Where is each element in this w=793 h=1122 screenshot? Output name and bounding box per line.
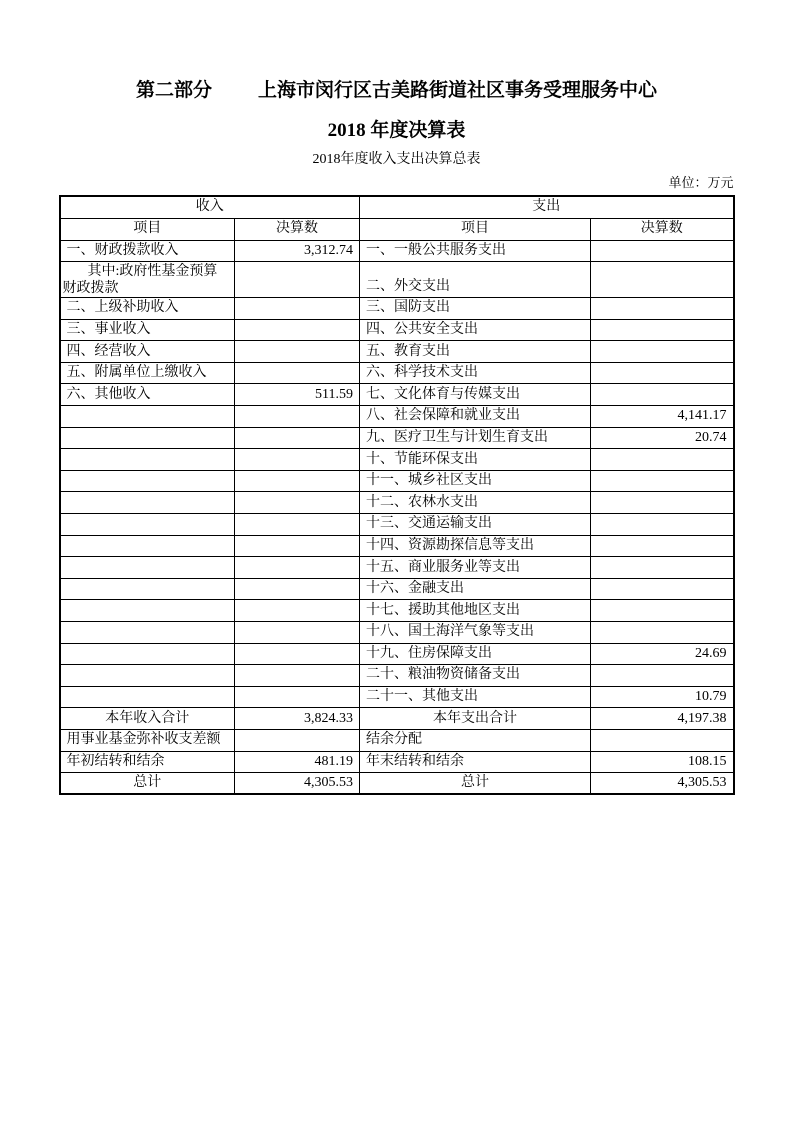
expense-item-cell: 六、科学技术支出 (360, 362, 591, 384)
income-amount-cell (235, 600, 360, 622)
group-header-row (60, 196, 734, 218)
cell-line: 其中:政府性基金预算 (87, 264, 218, 280)
income-item-cell: 三、事业收入 (60, 319, 235, 341)
income-item-cell (60, 535, 235, 557)
expense-item-cell: 本年支出合计 (360, 708, 591, 730)
income-item-cell (60, 470, 235, 492)
income-amount-cell (235, 262, 360, 298)
income-item-cell (60, 406, 235, 428)
expense-amount-cell (591, 514, 734, 536)
income-amount-cell: 4,305.53 (235, 773, 360, 795)
income-amount-cell: 481.19 (235, 751, 360, 773)
income-amount-cell (235, 362, 360, 384)
expense-item-cell: 十三、交通运输支出 (360, 514, 591, 536)
income-item-cell: 总计 (60, 773, 235, 795)
income-item-cell (60, 427, 235, 449)
income-amount-cell (235, 470, 360, 492)
income-item-cell: 四、经营收入 (60, 341, 235, 363)
expense-amount-cell (591, 240, 734, 262)
income-amount-cell (235, 622, 360, 644)
table-row (60, 449, 734, 471)
expense-amount-cell (591, 622, 734, 644)
expense-item-cell: 七、文化体育与传媒支出 (360, 384, 591, 406)
expense-amount-cell (591, 665, 734, 687)
table-row (60, 298, 734, 320)
table-row (60, 427, 734, 449)
income-item-header: 项目 (60, 218, 235, 240)
table-row (60, 751, 734, 773)
expense-item-cell: 二十一、其他支出 (360, 686, 591, 708)
expense-item-cell: 九、医疗卫生与计划生育支出 (360, 427, 591, 449)
expense-amount-cell: 4,197.38 (591, 708, 734, 730)
expense-amount-cell: 4,141.17 (591, 406, 734, 428)
expense-amount-cell (591, 492, 734, 514)
table-row (60, 729, 734, 751)
income-item-cell (60, 643, 235, 665)
table-row (60, 384, 734, 406)
expense-amount-cell (591, 362, 734, 384)
table-row (60, 470, 734, 492)
expense-amount-cell (591, 449, 734, 471)
report-subtitle: 2018 年度决算表 (327, 120, 466, 141)
income-amount-cell (235, 449, 360, 471)
expense-item-cell: 一、一般公共服务支出 (360, 240, 591, 262)
income-item-cell: 本年收入合计 (60, 708, 235, 730)
cell-line: 财政拨款 (62, 281, 119, 297)
expense-item-cell: 十四、资源勘探信息等支出 (360, 535, 591, 557)
table-row (60, 492, 734, 514)
expense-item-cell: 十七、援助其他地区支出 (360, 600, 591, 622)
expense-amount-cell (591, 262, 734, 298)
expense-item-cell: 十九、住房保障支出 (360, 643, 591, 665)
expense-amount-cell (591, 578, 734, 600)
income-amount-cell: 3,312.74 (235, 240, 360, 262)
expense-item-cell: 十八、国土海洋气象等支出 (360, 622, 591, 644)
expense-item-cell: 四、公共安全支出 (360, 319, 591, 341)
table-title: 2018年度收入支出决算总表 (312, 152, 481, 167)
table-row (60, 406, 734, 428)
income-amount-cell: 511.59 (235, 384, 360, 406)
expense-item-cell: 总计 (360, 773, 591, 795)
document-header (0, 0, 793, 168)
income-item-cell (60, 262, 235, 298)
table-row (60, 535, 734, 557)
expense-item-cell: 五、教育支出 (360, 341, 591, 363)
income-amount-cell (235, 535, 360, 557)
income-item-cell (60, 449, 235, 471)
income-item-cell (60, 514, 235, 536)
income-item-cell: 年初结转和结余 (60, 751, 235, 773)
expense-amount-cell: 24.69 (591, 643, 734, 665)
part-label: 第二部分 (135, 80, 212, 101)
expense-amount-cell (591, 600, 734, 622)
income-item-cell: 用事业基金弥补收支差额 (60, 729, 235, 751)
income-item-cell (60, 686, 235, 708)
expense-amount-cell: 10.79 (591, 686, 734, 708)
table-head (60, 196, 734, 240)
income-item-cell (60, 600, 235, 622)
expense-item-cell: 十二、农林水支出 (360, 492, 591, 514)
table-row (60, 600, 734, 622)
expense-item-cell: 结余分配 (360, 729, 591, 751)
income-amount-cell (235, 578, 360, 600)
table-row (60, 240, 734, 262)
expense-amount-cell: 108.15 (591, 751, 734, 773)
expense-amount-cell (591, 535, 734, 557)
table-row (60, 362, 734, 384)
expense-item-cell: 十六、金融支出 (360, 578, 591, 600)
budget-table (59, 195, 735, 795)
income-amount-cell (235, 427, 360, 449)
table-row (60, 557, 734, 579)
table-row (60, 341, 734, 363)
expense-item-cell: 十、节能环保支出 (360, 449, 591, 471)
expense-amount-cell (591, 319, 734, 341)
income-item-cell: 二、上级补助收入 (60, 298, 235, 320)
expense-amount-cell (591, 341, 734, 363)
expense-group-header: 支出 (360, 196, 734, 218)
income-amount-cell (235, 492, 360, 514)
expense-amount-cell (591, 384, 734, 406)
income-amount-header: 决算数 (235, 218, 360, 240)
income-item-cell (60, 557, 235, 579)
table-row (60, 643, 734, 665)
income-item-cell (60, 622, 235, 644)
income-amount-cell (235, 319, 360, 341)
expense-item-cell: 二、外交支出 (360, 262, 591, 298)
expense-item-header: 项目 (360, 218, 591, 240)
income-amount-cell (235, 298, 360, 320)
table-row (60, 262, 734, 298)
income-amount-cell (235, 341, 360, 363)
income-amount-cell (235, 643, 360, 665)
income-amount-cell (235, 686, 360, 708)
expense-item-cell: 三、国防支出 (360, 298, 591, 320)
page-title (0, 0, 793, 102)
expense-amount-cell: 20.74 (591, 427, 734, 449)
table-row (60, 578, 734, 600)
organization-name: 上海市闵行区古美路街道社区事务受理服务中心 (258, 80, 658, 101)
expense-item-cell: 八、社会保障和就业支出 (360, 406, 591, 428)
expense-item-cell: 二十、粮油物资储备支出 (360, 665, 591, 687)
table-row (60, 514, 734, 536)
income-item-cell (60, 578, 235, 600)
expense-amount-cell: 4,305.53 (591, 773, 734, 795)
income-amount-cell (235, 729, 360, 751)
expense-item-cell: 十一、城乡社区支出 (360, 470, 591, 492)
expense-item-cell: 十五、商业服务业等支出 (360, 557, 591, 579)
income-item-cell: 六、其他收入 (60, 384, 235, 406)
column-header-row (60, 218, 734, 240)
expense-amount-cell (591, 729, 734, 751)
income-group-header: 收入 (60, 196, 360, 218)
expense-amount-cell (591, 557, 734, 579)
income-item-cell: 一、财政拨款收入 (60, 240, 235, 262)
table-row (60, 622, 734, 644)
income-item-cell (60, 492, 235, 514)
income-amount-cell (235, 665, 360, 687)
table-body (60, 240, 734, 794)
unit-label: 单位：万元 (668, 175, 734, 190)
table-row (60, 665, 734, 687)
expense-item-cell: 年末结转和结余 (360, 751, 591, 773)
income-amount-cell (235, 557, 360, 579)
expense-amount-cell (591, 470, 734, 492)
income-amount-cell (235, 406, 360, 428)
income-item-cell: 五、附属单位上缴收入 (60, 362, 235, 384)
income-item-cell (60, 665, 235, 687)
table-row (60, 686, 734, 708)
table-row (60, 708, 734, 730)
income-amount-cell (235, 514, 360, 536)
table-row (60, 319, 734, 341)
income-amount-cell: 3,824.33 (235, 708, 360, 730)
table-row (60, 773, 734, 795)
expense-amount-cell (591, 298, 734, 320)
expense-amount-header: 决算数 (591, 218, 734, 240)
